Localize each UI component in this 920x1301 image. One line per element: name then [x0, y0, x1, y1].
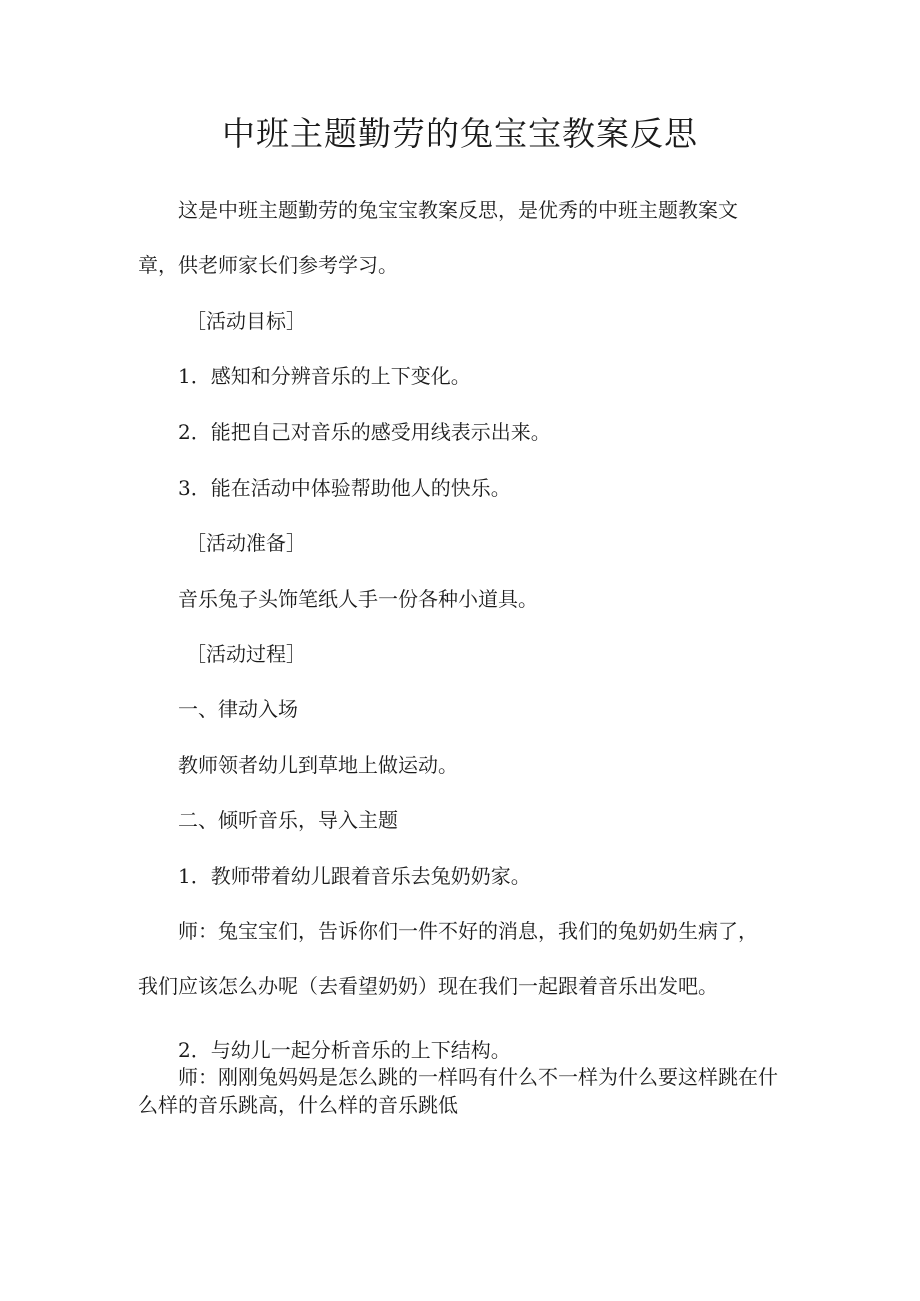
process-step-2-heading: 二、倾听音乐，导入主题 — [178, 808, 398, 832]
dialogue-line-2: 我们应该怎么办呢（去看望奶奶）现在我们一起跟着音乐出发吧。 — [138, 974, 718, 998]
goal-item-2: 2．能把自己对音乐的感受用线表示出来。 — [178, 420, 551, 444]
goal-item-3: 3．能在活动中体验帮助他人的快乐。 — [178, 476, 511, 500]
section-heading-goals: ［活动目标］ — [186, 309, 306, 333]
section-heading-preparation: ［活动准备］ — [186, 531, 306, 555]
process-step-2-item-2: 2．与幼儿一起分析音乐的上下结构。 — [178, 1038, 511, 1062]
document-title: 中班主题勤劳的兔宝宝教案反思 — [222, 114, 698, 153]
dialogue-line-3: 师：刚刚兔妈妈是怎么跳的一样吗有什么不一样为什么要这样跳在什 — [178, 1065, 778, 1089]
section-heading-process: ［活动过程］ — [186, 642, 306, 666]
process-step-1-heading: 一、律动入场 — [178, 697, 298, 721]
goal-item-1: 1．感知和分辨音乐的上下变化。 — [178, 364, 471, 388]
process-step-1-text: 教师领者幼儿到草地上做运动。 — [178, 753, 458, 777]
dialogue-line-1: 师：兔宝宝们，告诉你们一件不好的消息，我们的兔奶奶生病了， — [178, 919, 758, 943]
intro-line-2: 章，供老师家长们参考学习。 — [138, 253, 398, 277]
dialogue-line-4: 么样的音乐跳高，什么样的音乐跳低 — [138, 1093, 458, 1117]
preparation-text: 音乐兔子头饰笔纸人手一份各种小道具。 — [178, 587, 538, 611]
intro-line-1: 这是中班主题勤劳的兔宝宝教案反思，是优秀的中班主题教案文 — [178, 198, 738, 222]
process-step-2-item-1: 1．教师带着幼儿跟着音乐去兔奶奶家。 — [178, 864, 531, 888]
